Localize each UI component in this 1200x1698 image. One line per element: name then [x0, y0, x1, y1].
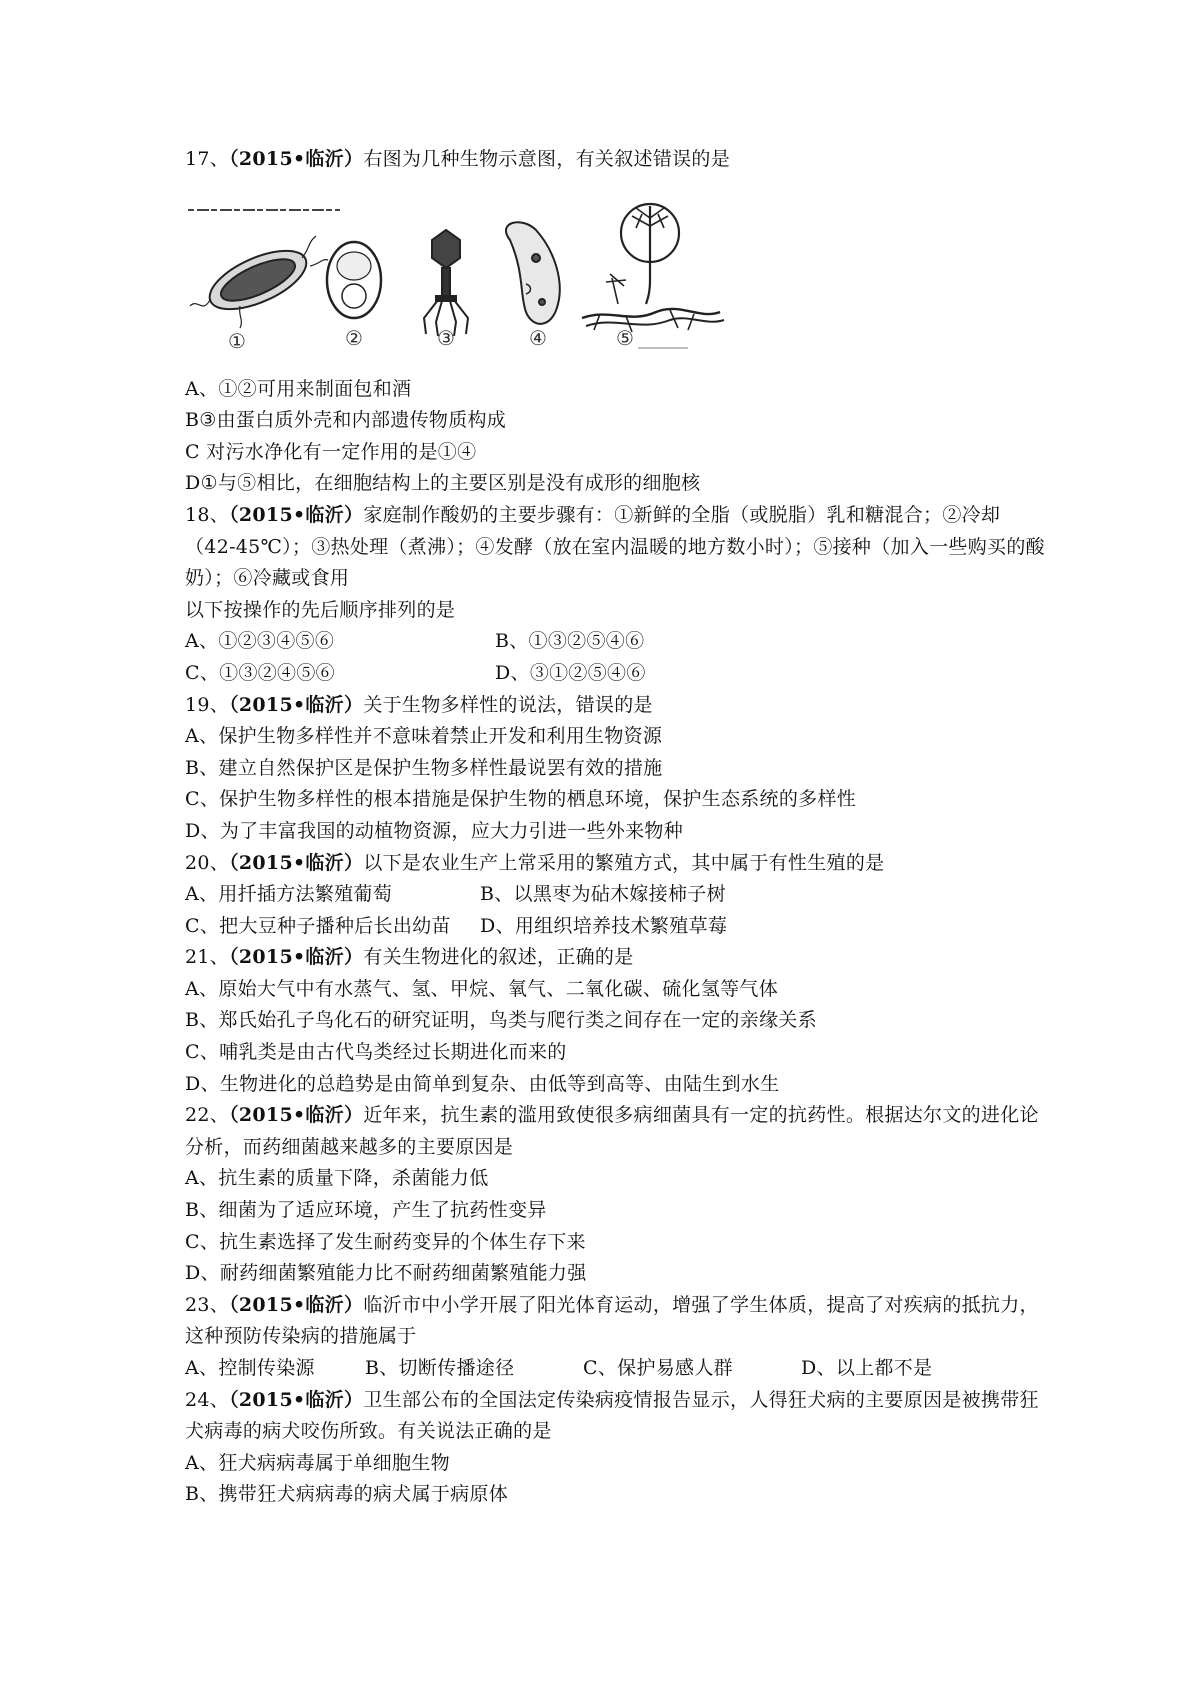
figure-label-4: ④ — [529, 325, 547, 350]
q20-options-row-2 — [185, 911, 1045, 943]
figure-label-5: ⑤ — [616, 325, 634, 350]
q18-option-d: D、③①②⑤④⑥ — [495, 661, 646, 684]
question-17-stem — [185, 144, 1045, 176]
question-source: （2015•临沂） — [229, 148, 364, 170]
question-source: （2015•临沂） — [229, 503, 364, 526]
figure-label-1: ① — [228, 328, 246, 353]
q18-option-a: A、①②③④⑤⑥ — [185, 630, 335, 653]
question-text: 近年来，抗生素的滥用致使很多病细菌具有一定的抗药性。根据达尔文的进化论分析，而药细菌越来越多的主要原因是 — [185, 1104, 1039, 1158]
q23-option-b: B、切断传播途径 — [365, 1357, 515, 1379]
q24-option-b: B、携带狂犬病病毒的病犬属于病原体 — [185, 1483, 509, 1506]
document-page — [185, 144, 1045, 1511]
figure-label-3: ③ — [437, 325, 455, 350]
question-text: 卫生部公布的全国法定传染病疫情报告显示，人得狂犬病的主要原因是被携带狂犬病毒的病犬咬伤所致。有关说法正确的是 — [185, 1388, 1039, 1443]
q17-option-b: B③由蛋白质外壳和内部遗传物质构成 — [185, 409, 507, 432]
paramecium-icon — [506, 222, 560, 324]
question-source: （2015•临沂） — [229, 946, 364, 969]
bacterium-icon — [190, 236, 328, 328]
q23-option-d: D、以上都不是 — [801, 1357, 933, 1379]
question-source: （2015•临沂） — [229, 693, 364, 716]
question-24-stem — [185, 1385, 1045, 1448]
question-number: 20、 — [185, 851, 230, 874]
q21-option-b: B、郑氏始孔子鸟化石的研究证明，鸟类与爬行类之间存在一定的亲缘关系 — [185, 1009, 817, 1032]
question-number: 21、 — [185, 946, 230, 969]
question-23-stem — [185, 1290, 1045, 1353]
q17-option-c: C 对污水净化有一定作用的是①④ — [185, 440, 477, 463]
q18-option-b: B、①③②⑤④⑥ — [495, 630, 645, 653]
q19-option-b: B、建立自然保护区是保护生物多样性最说罢有效的措施 — [185, 756, 663, 779]
question-text: 以下是农业生产上常采用的繁殖方式，其中属于有性生殖的是 — [363, 851, 885, 874]
question-source: （2015•临沂） — [229, 1388, 364, 1411]
question-number: 17、 — [185, 148, 230, 170]
q22-option-c: C、抗生素选择了发生耐药变异的个体生存下来 — [185, 1230, 586, 1253]
q21-option-d: D、生物进化的总趋势是由简单到复杂、由低等到高等、由陆生到水生 — [185, 1072, 780, 1095]
question-source: （2015•临沂） — [229, 1293, 364, 1316]
q21-option-a: A、原始大气中有水蒸气、氢、甲烷、氧气、二氧化碳、硫化氢等气体 — [185, 977, 779, 1000]
q23-option-c: C、保护易感人群 — [583, 1357, 733, 1379]
mold-icon — [582, 204, 724, 332]
q20-option-c: C、把大豆种子播种后长出幼苗 — [185, 914, 451, 937]
question-text: 临沂市中小学开展了阳光体育运动，增强了学生体质，提高了对疾病的抵抗力，这种预防传染病的措施属于 — [185, 1293, 1039, 1348]
question-text: 家庭制作酸奶的主要步骤有：①新鲜的全脂（或脱脂）乳和糖混合；②冷却（42-45℃）；③热处理（煮沸）；④发酵（放在室内温暖的地方数小时）；⑤接种（加入一些购买的酸奶）；⑥冷藏或食用 — [185, 503, 1045, 590]
q22-option-d: D、耐药细菌繁殖能力比不耐药细菌繁殖能力强 — [185, 1262, 587, 1285]
q20-option-d: D、用组织培养技术繁殖草莓 — [480, 914, 728, 937]
question-18-stem — [185, 500, 1045, 595]
question-number: 19、 — [185, 693, 230, 716]
question-18-stem-2: 以下按操作的先后顺序排列的是 — [185, 598, 456, 621]
q19-option-a: A、保护生物多样性并不意味着禁止开发和利用生物资源 — [185, 725, 663, 748]
question-text: 右图为几种生物示意图，有关叙述错误的是 — [363, 148, 731, 170]
question-22-stem — [185, 1100, 1045, 1163]
q20-option-b: B、以黑枣为砧木嫁接柿子树 — [480, 883, 726, 906]
q18-options-row-2 — [185, 658, 1045, 690]
question-source: （2015•临沂） — [229, 851, 364, 874]
question-number: 22、 — [185, 1104, 230, 1127]
q23-option-a: A、控制传染源 — [185, 1357, 315, 1379]
question-20-stem — [185, 848, 1045, 880]
q20-option-a: A、用扦插方法繁殖葡萄 — [185, 883, 393, 906]
question-19-stem — [185, 690, 1045, 722]
q17-option-a: A、①②可用来制面包和酒 — [185, 377, 412, 400]
q18-options-row-1 — [185, 626, 1045, 658]
question-21-stem — [185, 942, 1045, 974]
question-text: 有关生物进化的叙述，正确的是 — [363, 946, 634, 969]
q23-options-row — [185, 1353, 1045, 1385]
q19-option-c: C、保护生物多样性的根本措施是保护生物的栖息环境，保护生态系统的多样性 — [185, 788, 857, 811]
q24-option-a: A、狂犬病病毒属于单细胞生物 — [185, 1451, 450, 1474]
question-text: 关于生物多样性的说法，错误的是 — [363, 693, 653, 716]
question-number: 23、 — [185, 1293, 230, 1316]
q17-option-d: D①与⑤相比，在细胞结构上的主要区别是没有成形的细胞核 — [185, 472, 701, 495]
yeast-icon — [327, 242, 381, 318]
q22-option-a: A、抗生素的质量下降，杀菌能力低 — [185, 1167, 489, 1190]
q19-option-d: D、为了丰富我国的动植物资源，应大力引进一些外来物种 — [185, 819, 684, 842]
q18-option-c: C、①③②④⑤⑥ — [185, 661, 335, 684]
virus-icon — [424, 230, 468, 336]
q20-options-row-1 — [185, 879, 1045, 911]
organisms-figure — [180, 188, 750, 366]
q22-option-b: B、细菌为了适应环境，产生了抗药性变异 — [185, 1199, 547, 1222]
question-number: 18、 — [185, 503, 230, 526]
figure-label-2: ② — [345, 325, 363, 350]
question-number: 24、 — [185, 1388, 230, 1411]
question-source: （2015•临沂） — [229, 1104, 364, 1127]
q21-option-c: C、哺乳类是由古代鸟类经过长期进化而来的 — [185, 1041, 567, 1064]
